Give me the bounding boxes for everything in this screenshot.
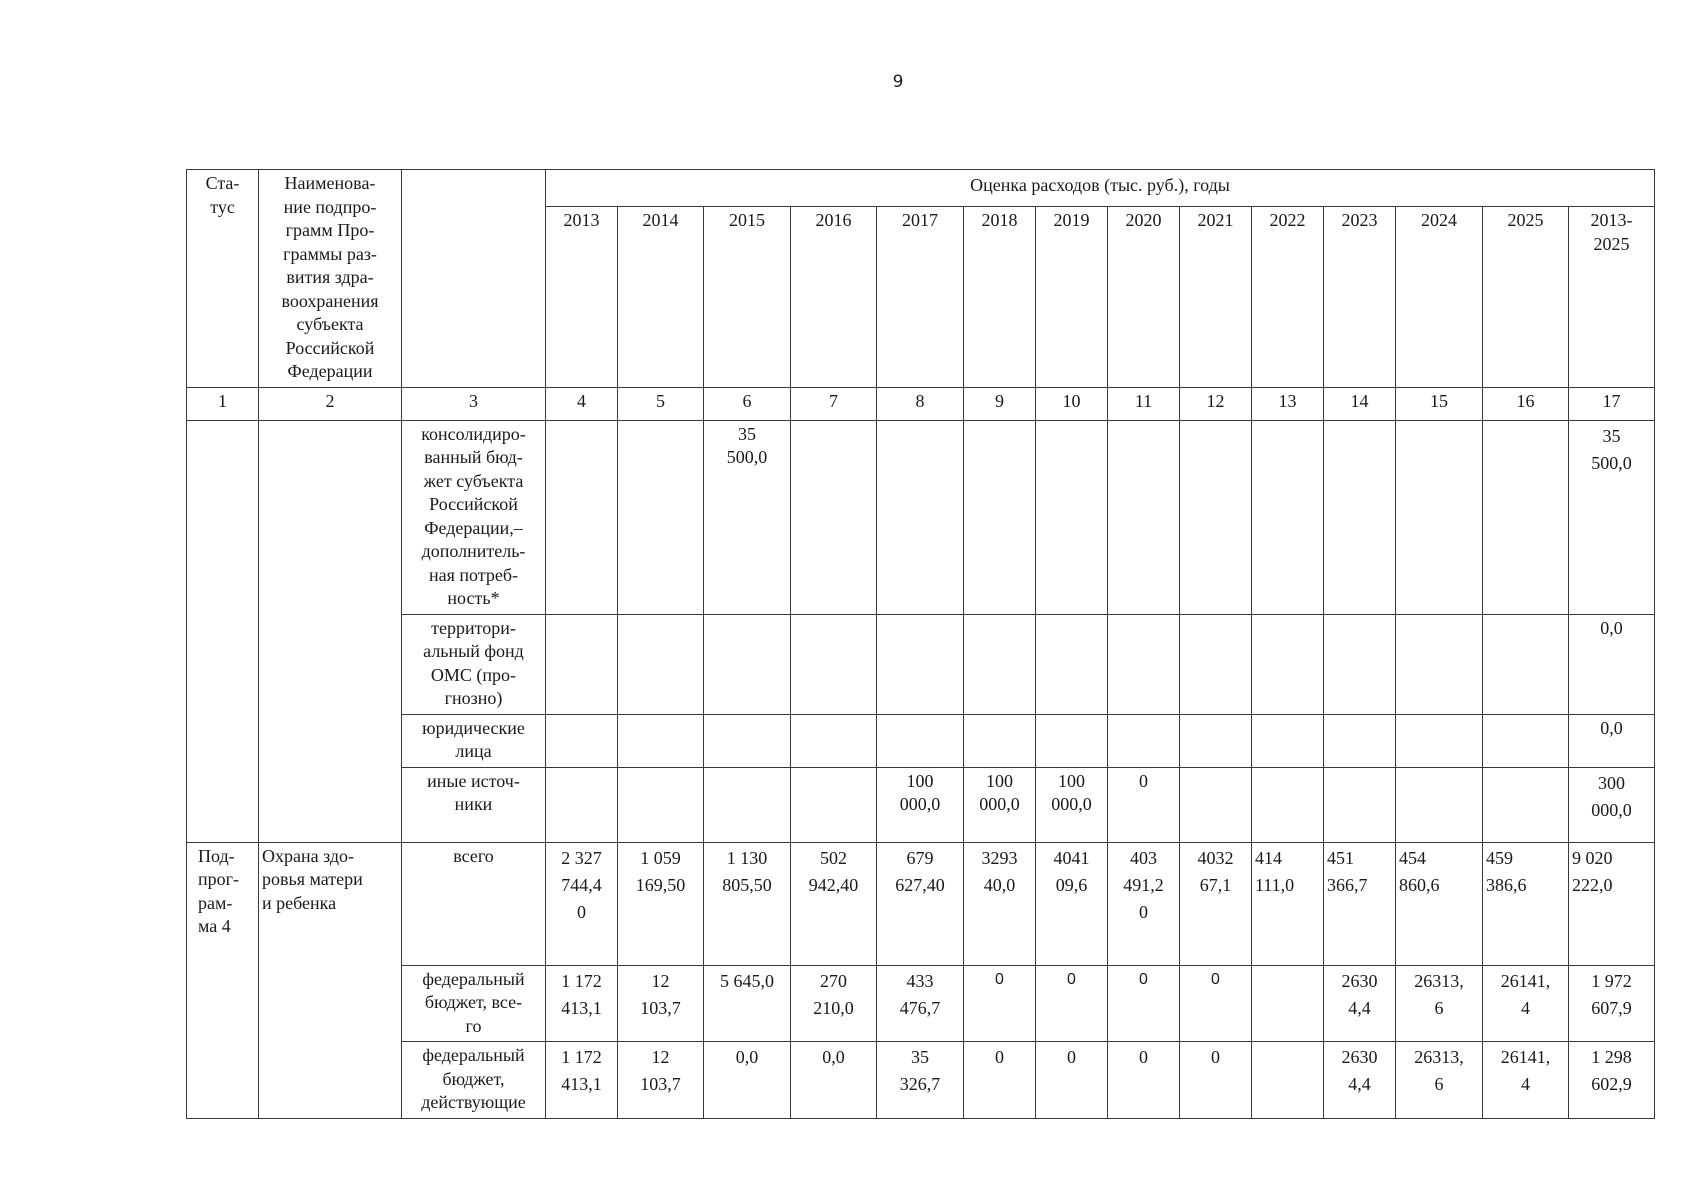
- column-number: 7: [791, 387, 877, 420]
- total-cell: 35 500,0: [1569, 420, 1655, 614]
- value-cell: [1483, 767, 1569, 842]
- value-cell: [791, 714, 877, 767]
- value-cell: 433 476,7: [877, 965, 964, 1042]
- value-cell: [1324, 420, 1396, 614]
- column-number: 13: [1252, 387, 1324, 420]
- value-cell: [1396, 714, 1483, 767]
- total-cell: 1 298 602,9: [1569, 1042, 1655, 1119]
- column-number: 3: [402, 387, 546, 420]
- table-row: [187, 1042, 1655, 1119]
- funding-source-cell: федеральный бюджет, действующие: [402, 1042, 546, 1119]
- value-cell: [1252, 420, 1324, 614]
- value-cell: 0: [1180, 965, 1252, 1042]
- value-cell: [704, 767, 791, 842]
- value-cell: 0,0: [791, 1042, 877, 1119]
- value-cell: [1483, 614, 1569, 714]
- value-cell: 454 860,6: [1396, 842, 1483, 965]
- value-cell: [1396, 614, 1483, 714]
- total-cell: 9 020 222,0: [1569, 842, 1655, 965]
- value-cell: [1324, 714, 1396, 767]
- value-cell: [1252, 965, 1324, 1042]
- total-cell: 1 972 607,9: [1569, 965, 1655, 1042]
- status-cell: Под- прог- рам- ма 4: [187, 842, 259, 1118]
- year-header: 2020: [1108, 207, 1180, 387]
- value-cell: [1036, 420, 1108, 614]
- expenditure-table: [186, 169, 1655, 1119]
- value-cell: [1252, 767, 1324, 842]
- column-numbers-row: [187, 387, 1655, 420]
- year-header: 2019: [1036, 207, 1108, 387]
- value-cell: 12 103,7: [618, 1042, 704, 1119]
- value-cell: 0: [964, 965, 1036, 1042]
- subprogram-name-cell: Охрана здо- ровья матери и ребенка: [259, 842, 402, 1118]
- column-number: 8: [877, 387, 964, 420]
- header-row: [187, 170, 1655, 207]
- column-number: 5: [618, 387, 704, 420]
- value-cell: 12 103,7: [618, 965, 704, 1042]
- year-header: 2013- 2025: [1569, 207, 1655, 387]
- value-cell: [1180, 767, 1252, 842]
- value-cell: 4032 67,1: [1180, 842, 1252, 965]
- value-cell: 2630 4,4: [1324, 965, 1396, 1042]
- value-cell: [877, 614, 964, 714]
- value-cell: [704, 614, 791, 714]
- value-cell: [546, 714, 618, 767]
- year-header: 2017: [877, 207, 964, 387]
- year-header: 2024: [1396, 207, 1483, 387]
- total-cell: 0,0: [1569, 614, 1655, 714]
- value-cell: [546, 767, 618, 842]
- value-cell: 414 111,0: [1252, 842, 1324, 965]
- table-row: [187, 714, 1655, 767]
- header-status: Ста- тус: [187, 170, 259, 388]
- total-cell: 0,0: [1569, 714, 1655, 767]
- value-cell: [618, 614, 704, 714]
- value-cell: 0: [1036, 965, 1108, 1042]
- table-row: [187, 965, 1655, 1042]
- year-header: 2015: [704, 207, 791, 387]
- table-row: [187, 420, 1655, 614]
- value-cell: [618, 767, 704, 842]
- value-cell: [1036, 614, 1108, 714]
- column-number: 12: [1180, 387, 1252, 420]
- value-cell: 26141, 4: [1483, 965, 1569, 1042]
- year-header: 2018: [964, 207, 1036, 387]
- status-cell: [187, 420, 259, 842]
- value-cell: 0: [1108, 1042, 1180, 1119]
- value-cell: 1 172 413,1: [546, 965, 618, 1042]
- value-cell: [791, 420, 877, 614]
- value-cell: [546, 614, 618, 714]
- value-cell: [546, 420, 618, 614]
- value-cell: [1180, 614, 1252, 714]
- value-cell: 1 059 169,50: [618, 842, 704, 965]
- value-cell: [1180, 420, 1252, 614]
- value-cell: 459 386,6: [1483, 842, 1569, 965]
- value-cell: 0: [1108, 965, 1180, 1042]
- value-cell: 35 326,7: [877, 1042, 964, 1119]
- value-cell: 0,0: [704, 1042, 791, 1119]
- value-cell: [1108, 614, 1180, 714]
- value-cell: 35 500,0: [704, 420, 791, 614]
- header-source: [402, 170, 546, 388]
- column-number: 2: [259, 387, 402, 420]
- funding-source-cell: всего: [402, 842, 546, 965]
- value-cell: 26313, 6: [1396, 1042, 1483, 1119]
- value-cell: [1324, 614, 1396, 714]
- value-cell: [1483, 420, 1569, 614]
- year-header: 2021: [1180, 207, 1252, 387]
- value-cell: 0: [964, 1042, 1036, 1119]
- value-cell: 5 645,0: [704, 965, 791, 1042]
- value-cell: [791, 767, 877, 842]
- value-cell: [1252, 1042, 1324, 1119]
- value-cell: 4041 09,6: [1036, 842, 1108, 965]
- funding-source-cell: юридические лица: [402, 714, 546, 767]
- table-row: [187, 767, 1655, 842]
- funding-source-cell: иные источ- ники: [402, 767, 546, 842]
- value-cell: 100 000,0: [1036, 767, 1108, 842]
- year-header: 2014: [618, 207, 704, 387]
- value-cell: 270 210,0: [791, 965, 877, 1042]
- year-header: 2016: [791, 207, 877, 387]
- table-row: [187, 842, 1655, 965]
- value-cell: [791, 614, 877, 714]
- funding-source-cell: федеральный бюджет, все- го: [402, 965, 546, 1042]
- column-number: 16: [1483, 387, 1569, 420]
- value-cell: 100 000,0: [964, 767, 1036, 842]
- value-cell: [1324, 767, 1396, 842]
- value-cell: [704, 714, 791, 767]
- column-number: 17: [1569, 387, 1655, 420]
- funding-source-cell: территори- альный фонд ОМС (про- гнозно): [402, 614, 546, 714]
- value-cell: 1 130 805,50: [704, 842, 791, 965]
- total-cell: 300 000,0: [1569, 767, 1655, 842]
- column-number: 6: [704, 387, 791, 420]
- year-header: 2023: [1324, 207, 1396, 387]
- value-cell: [1396, 420, 1483, 614]
- subprogram-name-cell: [259, 420, 402, 842]
- year-header: 2025: [1483, 207, 1569, 387]
- value-cell: [877, 420, 964, 614]
- value-cell: 1 172 413,1: [546, 1042, 618, 1119]
- value-cell: [1036, 714, 1108, 767]
- value-cell: [618, 714, 704, 767]
- value-cell: [1108, 420, 1180, 614]
- value-cell: 0: [1036, 1042, 1108, 1119]
- value-cell: 100 000,0: [877, 767, 964, 842]
- value-cell: 0: [1180, 1042, 1252, 1119]
- funding-source-cell: консолидиро- ванный бюд- жет субъекта Российской Федерации,– дополнитель- ная потреб- ность*: [402, 420, 546, 614]
- value-cell: [1483, 714, 1569, 767]
- value-cell: [1252, 614, 1324, 714]
- header-estimate-title: Оценка расходов (тыс. руб.), годы: [546, 170, 1655, 207]
- column-number: 14: [1324, 387, 1396, 420]
- column-number: 11: [1108, 387, 1180, 420]
- value-cell: [964, 614, 1036, 714]
- value-cell: [964, 714, 1036, 767]
- year-header: 2013: [546, 207, 618, 387]
- value-cell: 0: [1108, 767, 1180, 842]
- value-cell: [1396, 767, 1483, 842]
- header-name: Наименова- ние подпро- грамм Про- граммы раз- вития здра- воохранения субъекта Российской Федерации: [259, 170, 402, 388]
- value-cell: 3293 40,0: [964, 842, 1036, 965]
- value-cell: 679 627,40: [877, 842, 964, 965]
- column-number: 10: [1036, 387, 1108, 420]
- value-cell: [877, 714, 964, 767]
- column-number: 1: [187, 387, 259, 420]
- year-header: 2022: [1252, 207, 1324, 387]
- value-cell: 26141, 4: [1483, 1042, 1569, 1119]
- value-cell: [618, 420, 704, 614]
- value-cell: [964, 420, 1036, 614]
- value-cell: [1252, 714, 1324, 767]
- value-cell: [1180, 714, 1252, 767]
- value-cell: 26313, 6: [1396, 965, 1483, 1042]
- value-cell: 2 327 744,4 0: [546, 842, 618, 965]
- value-cell: 403 491,2 0: [1108, 842, 1180, 965]
- value-cell: [1108, 714, 1180, 767]
- table-row: [187, 614, 1655, 714]
- value-cell: 502 942,40: [791, 842, 877, 965]
- column-number: 9: [964, 387, 1036, 420]
- value-cell: 2630 4,4: [1324, 1042, 1396, 1119]
- page-number: 9: [892, 72, 904, 92]
- column-number: 4: [546, 387, 618, 420]
- column-number: 15: [1396, 387, 1483, 420]
- value-cell: 451 366,7: [1324, 842, 1396, 965]
